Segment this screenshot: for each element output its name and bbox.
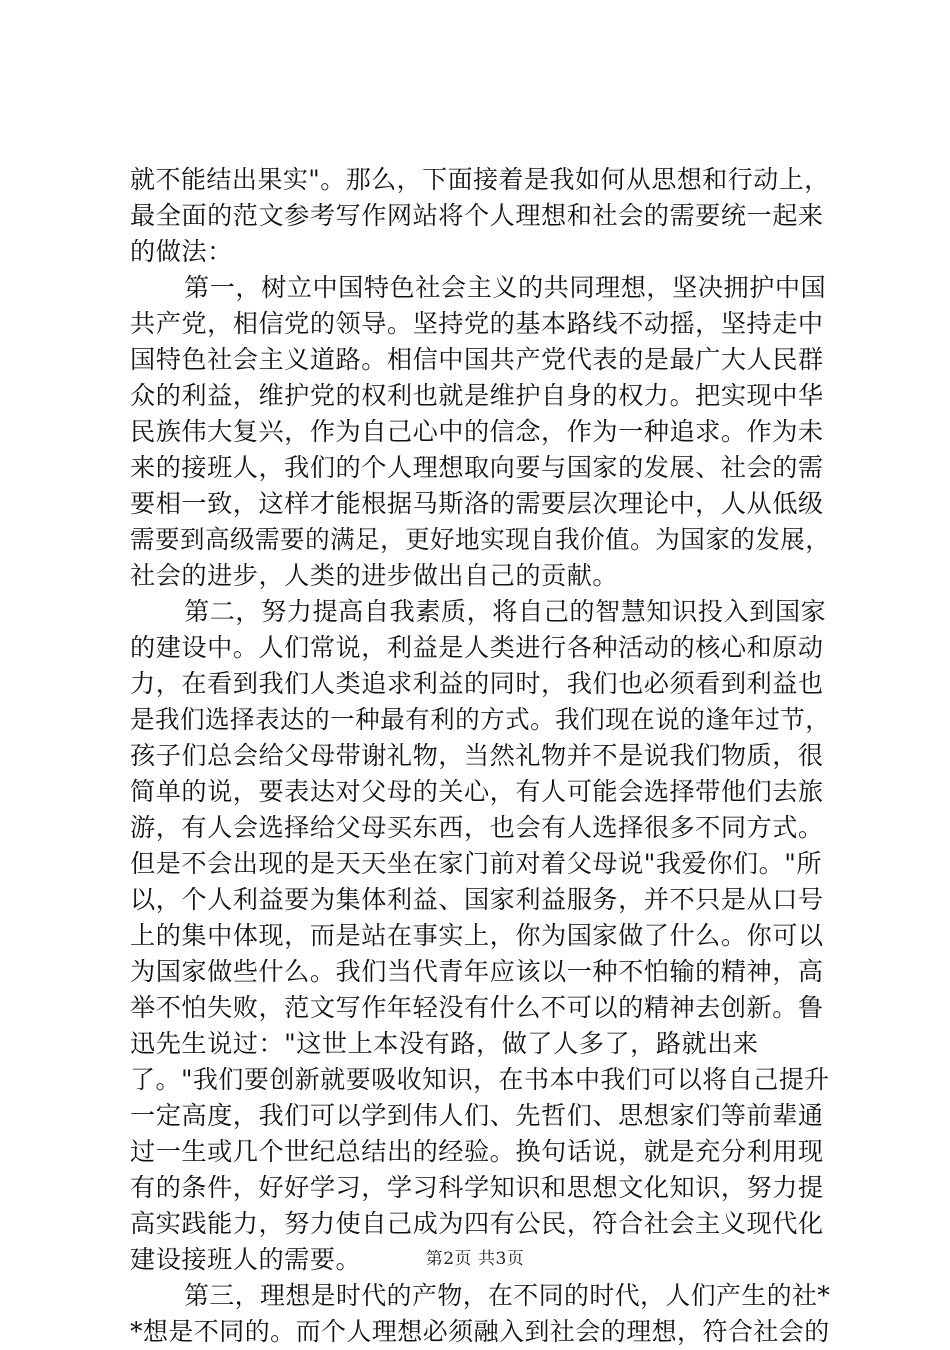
text-line: 过一生或几个世纪总结出的经验。换句话说，就是充分利用现 <box>130 1137 824 1166</box>
text-line: 高实践能力，努力使自己成为四有公民，符合社会主义现代化 <box>130 1209 824 1238</box>
text-line: 来的接班人，我们的个人理想取向要与国家的发展、社会的需 <box>130 453 824 482</box>
text-line: 国特色社会主义道路。相信中国共产党代表的是最广大人民群 <box>130 345 824 374</box>
text-line: 游，有人会选择给父母买东西，也会有人选择很多不同方式。 <box>130 813 824 842</box>
text-line: 的建设中。人们常说，利益是人类进行各种活动的核心和原动 <box>130 633 824 662</box>
text-line: 是我们选择表达的一种最有利的方式。我们现在说的逢年过节， <box>130 705 831 734</box>
text-line: 第三，理想是时代的产物，在不同的时代，人们产生的社* <box>184 1281 831 1310</box>
text-line: 孩子们总会给父母带谢礼物，当然礼物并不是说我们物质，很 <box>130 741 824 770</box>
text-line: 建设接班人的需要。 <box>130 1245 362 1274</box>
text-line: 以，个人利益要为集体利益、国家利益服务，并不只是从口号 <box>130 885 824 914</box>
text-line: 力，在看到我们人类追求利益的同时，我们也必须看到利益也 <box>130 669 824 698</box>
text-line: 社会的进步，人类的进步做出自己的贡献。 <box>130 561 619 590</box>
text-line: 的做法： <box>130 237 233 266</box>
text-line: 第二，努力提高自我素质，将自己的智慧知识投入到国家 <box>184 597 827 626</box>
text-line: 迅先生说过："这世上本没有路，做了人多了，路就出来 <box>130 1029 759 1058</box>
text-line: 民族伟大复兴，作为自己心中的信念，作为一种追求。作为未 <box>130 417 824 446</box>
text-line: 就不能结出果实"。那么，下面接着是我如何从思想和行动上， <box>130 165 830 194</box>
text-line: 最全面的范文参考写作网站将个人理想和社会的需要统一起来 <box>130 201 824 230</box>
text-line: *想是不同的。而个人理想必须融入到社会的理想，符合社会的 <box>130 1317 830 1346</box>
text-line: 要相一致，这样才能根据马斯洛的需要层次理论中，人从低级 <box>130 489 824 518</box>
text-line: 上的集中体现，而是站在事实上，你为国家做了什么。你可以 <box>130 921 824 950</box>
text-line: 但是不会出现的是天天坐在家门前对着父母说"我爱你们。"所 <box>130 849 823 878</box>
text-line: 举不怕失败，范文写作年轻没有什么不可以的精神去创新。鲁 <box>130 993 824 1022</box>
text-line: 一定高度，我们可以学到伟人们、先哲们、思想家们等前辈通 <box>130 1101 824 1130</box>
text-line: 第一，树立中国特色社会主义的共同理想，坚决拥护中国 <box>184 273 827 302</box>
text-line: 为国家做些什么。我们当代青年应该以一种不怕输的精神，高 <box>130 957 824 986</box>
text-line: 需要到高级需要的满足，更好地实现自我价值。为国家的发展， <box>130 525 831 554</box>
text-line: 有的条件，好好学习，学习科学知识和思想文化知识，努力提 <box>130 1173 824 1202</box>
text-line: 简单的说，要表达对父母的关心，有人可能会选择带他们去旅 <box>130 777 824 806</box>
text-line: 了。"我们要创新就要吸收知识，在书本中我们可以将自己提升 <box>130 1065 830 1094</box>
text-line: 众的利益，维护党的权利也就是维护自身的权力。把实现中华 <box>130 381 824 410</box>
page-footer: 第2页 共3页 <box>425 1249 525 1269</box>
body-text <box>130 162 830 1350</box>
text-line: 共产党，相信党的领导。坚持党的基本路线不动摇，坚持走中 <box>130 309 824 338</box>
